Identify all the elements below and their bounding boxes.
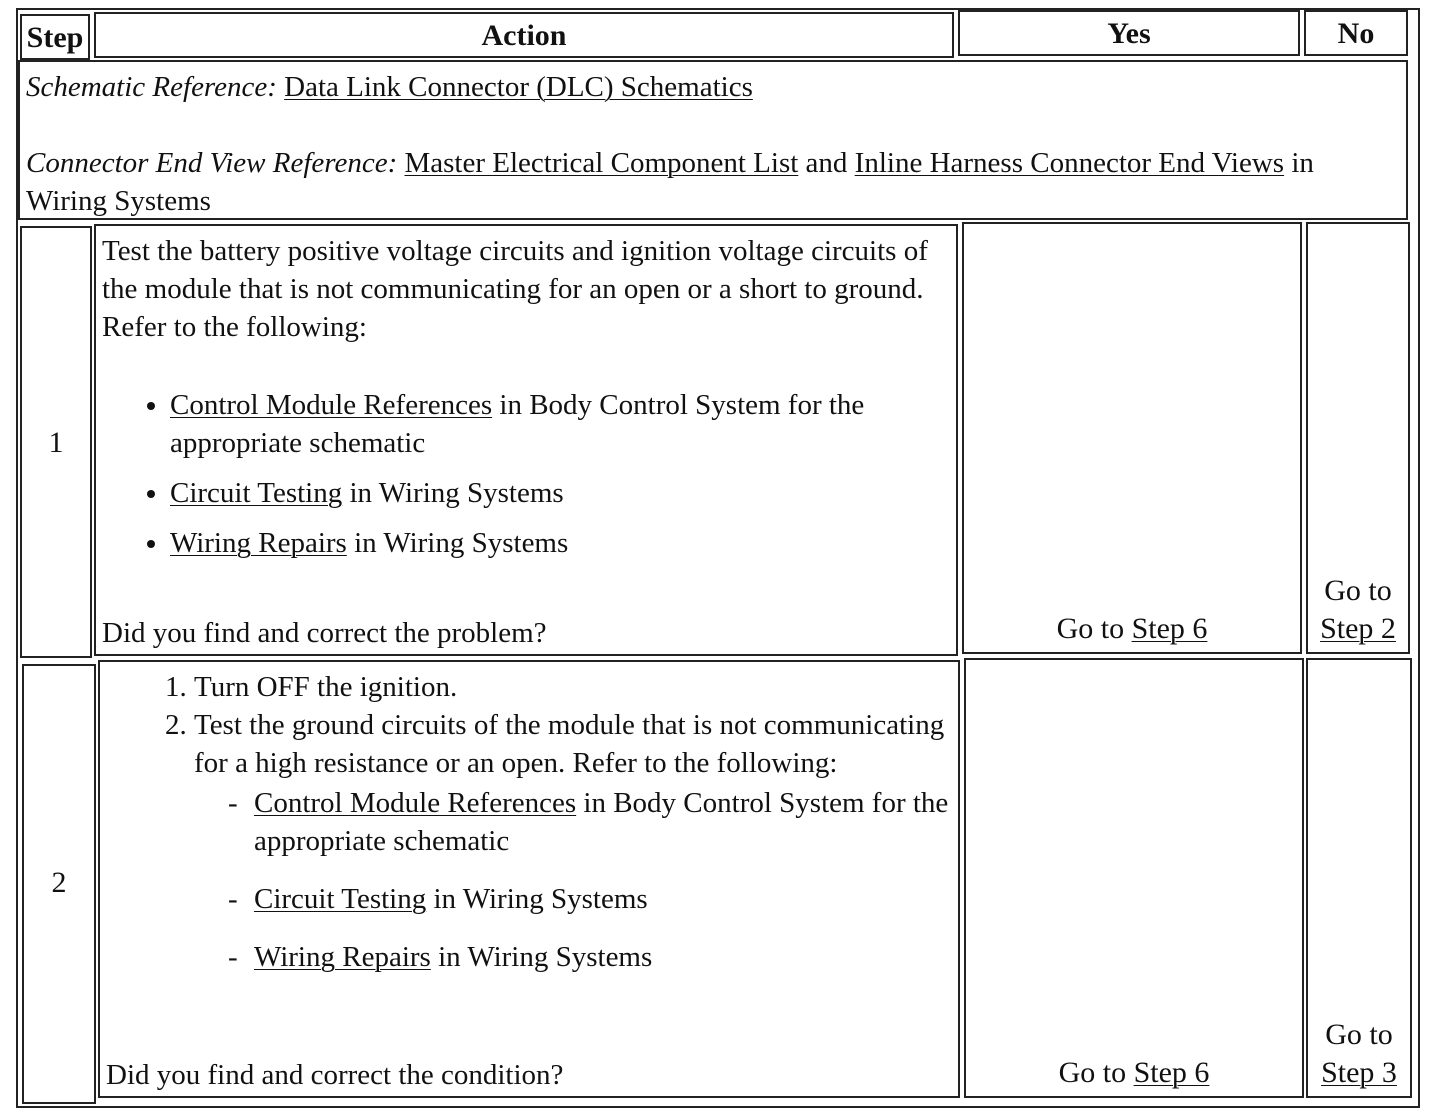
goto-text: Go to (1058, 1056, 1127, 1089)
list-item (170, 386, 948, 462)
goto-step-3-link[interactable]: Step 3 (1321, 1056, 1397, 1089)
step-2-number-cell (22, 664, 96, 1104)
step-2-question: Did you find and correct the condition? (106, 1059, 564, 1091)
list-item-text: Test the ground circuits of the module that is not communicating for a high resistance or an open. Refer to the following: (194, 709, 945, 779)
step-1-intro: Test the battery positive voltage circuits and ignition voltage circuits of the module that is not communicating for an open or a short to ground. Refer to the following: (102, 235, 928, 343)
wiring-repairs-link[interactable]: Wiring Repairs (254, 941, 431, 973)
step-2-action-cell (98, 660, 960, 1098)
header-action: Action (94, 12, 954, 58)
control-module-references-link[interactable]: Control Module References (170, 389, 493, 421)
schematic-reference (26, 68, 1400, 106)
wiring-repairs-link[interactable]: Wiring Repairs (170, 527, 347, 559)
step-1-no-action (1308, 572, 1408, 648)
goto-step-6-link[interactable]: Step 6 (1133, 1056, 1210, 1089)
goto-text: Go to (1056, 612, 1125, 645)
step-2-yes-cell (964, 658, 1304, 1098)
header-step: Step (20, 14, 90, 60)
dlc-schematics-link[interactable]: Data Link Connector (DLC) Schematics (284, 71, 753, 103)
circuit-testing-link[interactable]: Circuit Testing (254, 883, 427, 915)
schematic-reference-label: Schematic Reference: (26, 71, 277, 103)
list-item (170, 474, 948, 512)
header-no: No (1304, 10, 1408, 56)
step-2-no-cell (1306, 658, 1412, 1098)
step-1-yes-action (964, 610, 1300, 648)
step-1-number-cell (20, 226, 92, 658)
list-item-text: in Wiring Systems (433, 883, 648, 915)
connector-and-text: and (805, 147, 848, 179)
goto-step-6-link[interactable]: Step 6 (1131, 612, 1208, 645)
step-2-yes-action (966, 1054, 1302, 1092)
goto-text: Go to (1324, 574, 1392, 607)
inline-harness-connector-link[interactable]: Inline Harness Connector End Views (854, 147, 1285, 179)
header-yes: Yes (958, 10, 1300, 56)
step-1-question: Did you find and correct the problem? (102, 617, 547, 649)
step-1-number: 1 (48, 426, 64, 459)
list-item-text: in Wiring Systems (438, 941, 653, 973)
control-module-references-link[interactable]: Control Module References (254, 787, 577, 819)
step-1-action-cell (94, 224, 958, 656)
list-item: 1. Turn OFF the ignition. (194, 668, 950, 706)
connector-reference-label: Connector End View Reference: (26, 147, 398, 179)
list-item (254, 784, 950, 860)
list-item (254, 880, 950, 918)
step-1-reference-list (102, 386, 948, 562)
list-item (170, 524, 948, 562)
list-item-text: in Wiring Systems (354, 527, 569, 559)
goto-step-2-link[interactable]: Step 2 (1320, 612, 1396, 645)
step-2-reference-list (194, 784, 950, 976)
step-2-substeps (106, 668, 950, 976)
reference-section (18, 60, 1408, 220)
list-item (254, 938, 950, 976)
circuit-testing-link[interactable]: Circuit Testing (170, 477, 343, 509)
connector-suffix-text: in Wiring Systems (26, 147, 1314, 217)
list-item-text: in Body Control System for the appropriate schematic (170, 389, 865, 459)
list-item-text: in Wiring Systems (349, 477, 564, 509)
step-1-yes-cell (962, 222, 1302, 654)
step-2-number: 2 (51, 866, 67, 899)
master-component-list-link[interactable]: Master Electrical Component List (404, 147, 799, 179)
list-item (194, 706, 950, 976)
list-item-text: in Body Control System for the appropriate schematic (254, 787, 949, 857)
connector-end-view-reference (26, 144, 1400, 220)
step-2-no-action (1308, 1016, 1410, 1092)
step-1-no-cell (1306, 222, 1410, 654)
goto-text: Go to (1325, 1018, 1393, 1051)
